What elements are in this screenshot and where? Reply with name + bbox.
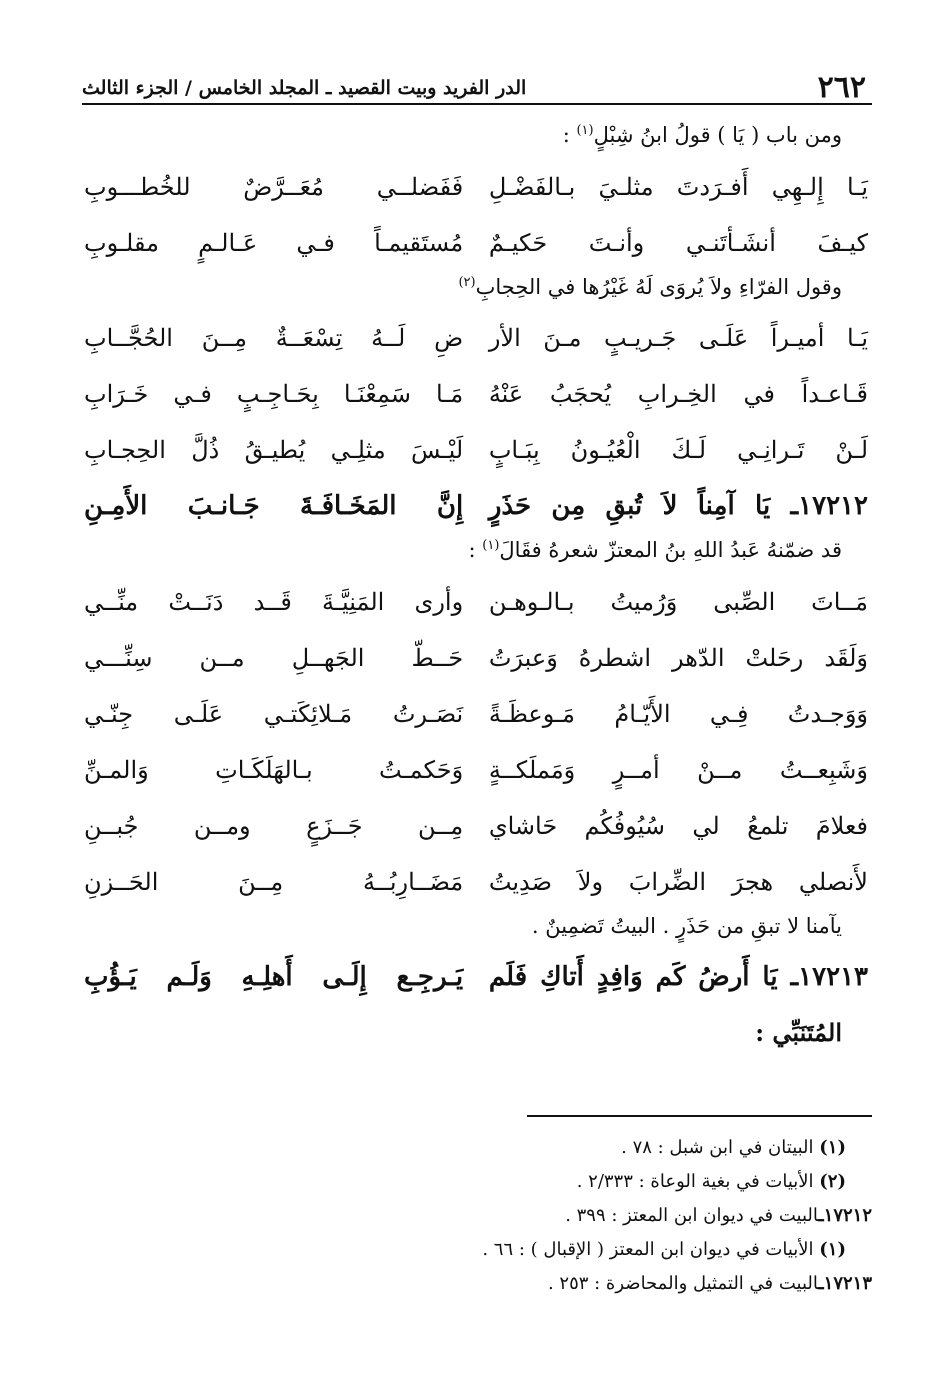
intro-farra xyxy=(82,271,872,305)
poem-farra xyxy=(82,310,872,478)
couplet xyxy=(82,854,872,910)
couplet xyxy=(82,798,872,854)
second-hemistich: لَيْـسَ مثلِـي يُطيـقُ ذُلَّ الحِجـابِ xyxy=(84,436,464,465)
second-hemistich: مَضَــارِبُــهُ مِــنَ الحَــزنِ xyxy=(84,867,464,896)
verse-number: ١٧٢١٣ـ xyxy=(790,962,868,993)
first-hemistich: يَـا أميـراً عَلَـى جَـريـبٍ مـنَ الأر xyxy=(488,324,868,353)
footnote-marker: (١) xyxy=(819,1239,846,1260)
page-number: ٢٦٢ xyxy=(817,70,866,105)
footnote-marker: (٢) xyxy=(819,1171,846,1192)
second-hemistich: فَفَضلــي مُعَــرَّضٌ للخُطـــوبِ xyxy=(84,172,464,201)
intro-text: ومن باب ( يَا ) قولُ ابنُ شِبْلٍ xyxy=(593,123,842,147)
second-hemistich: وَحَكمـتُ بـالهَلَكَـاتِ وَالمـنِّ xyxy=(84,755,464,784)
footnote xyxy=(82,1233,872,1267)
footnote-marker: ١٧٢١٢ـ xyxy=(818,1205,872,1226)
running-title: الدر الفريد وبيت القصيد ـ المجلد الخامس / الجزء الثالث xyxy=(82,77,527,99)
footnote-text: البيت في ديوان ابن المعتز : ٣٩٩ . xyxy=(565,1205,819,1226)
first-hemistich: فعلامَ تلمعُ لي سُيُوفُكُم حَاشاي xyxy=(488,811,868,840)
footnote-ref: (١) xyxy=(576,123,594,138)
first-hemistich: كيـفَ أنشَـأتَنـي وأنـتَ حَكيـمٌ xyxy=(488,228,868,257)
couplet xyxy=(82,686,872,742)
couplet xyxy=(82,630,872,686)
footnote-ref: (٢) xyxy=(458,274,476,290)
first-hemistich: لَـنْ تَـرانِـي لَـكَ الْعُيُـونُ بِبَـابٍ xyxy=(488,436,868,465)
first-hemistich: يَـا إِلـهِي أَفـرَدتَ مثلـيَ بـالفَضْـلِ xyxy=(488,172,868,201)
couplet xyxy=(82,215,872,271)
second-hemistich: يَـرجِـع إِلَـى أَهلِـهِ وَلَـم يَـؤُبِ xyxy=(84,962,464,993)
verse-number: ١٧٢١٢ـ xyxy=(790,491,868,522)
attribution-mutanabbi: المُتَنَبِّي : xyxy=(755,1018,842,1048)
footnote-marker: (١) xyxy=(819,1137,846,1158)
intro-text: وقول الفرّاءِ ولاَ يُروَى لَهُ غَيْرُها في الحِجابِ xyxy=(475,274,842,299)
couplet xyxy=(82,366,872,422)
footnotes xyxy=(82,1115,872,1301)
numbered-verse-17213 xyxy=(82,949,872,1005)
first-hemistich: قَـاعـداً في الخِـرابِ يُحجَبُ عَنْهُ xyxy=(488,380,868,409)
footnote-text: الأبيات في بغية الوعاة : ٢/٣٣٣ . xyxy=(576,1171,820,1192)
footnote xyxy=(82,1165,872,1199)
numbered-verse-17212 xyxy=(82,478,872,534)
footnote-divider xyxy=(527,1115,872,1117)
footnote xyxy=(82,1131,872,1165)
page-body xyxy=(82,105,872,1061)
second-hemistich: إِنَّ المَخَـافَـةَ جَـانـبَ الأَمِـنِ xyxy=(84,491,464,522)
couplet xyxy=(82,159,872,215)
first-hemistich: مَــاتَ الصِّبى وَرُميتُ بـالـوهـن xyxy=(488,587,868,616)
intro-text: قد ضمّنهُ عَبدُ اللهِ بنُ المعتزّ شعرهُ فقَالَ xyxy=(499,538,842,563)
intro-ibn-al-mutazz xyxy=(82,534,872,568)
couplet xyxy=(82,310,872,366)
intro-colon: : xyxy=(562,123,577,147)
intro-ibn-shibl xyxy=(82,119,872,153)
second-hemistich: وأرى المَنِيَّـةَ قَــد دَنَــتْ منِّــي xyxy=(84,587,464,616)
first-hemistich: وَشَبِعــتُ مــنْ أمــرٍ وَمَملَكــةٍ xyxy=(488,755,868,784)
first-hemistich xyxy=(489,949,872,1005)
book-page xyxy=(82,55,872,1355)
page-header xyxy=(82,55,872,105)
couplet xyxy=(82,574,872,630)
first-hemistich-text: يَا آمِناً لاَ تُبقِ مِن حَذَرٍ xyxy=(488,491,771,522)
footnote-marker: ١٧٢١٣ـ xyxy=(818,1273,872,1294)
second-hemistich: مِــن جَــزَعٍ ومــن جُبــنِ xyxy=(84,811,464,840)
second-hemistich: ضِ لَــهُ تِسْعَــةٌ مِــنَ الحُجَّــابِ xyxy=(84,324,464,353)
footnote-text: الأبيات في ديوان ابن المعتز ( الإقبال ) : ٦٦ . xyxy=(482,1239,820,1260)
footnote xyxy=(82,1199,872,1233)
second-hemistich: نَصَـرتُ مَـلائِكَتـي عَلَـى جِنّـي xyxy=(84,699,464,728)
second-hemistich: مُستَقيمـاً فـي عَـالـمٍ مقلـوبِ xyxy=(84,228,464,257)
poem-ibn-al-mutazz xyxy=(82,574,872,910)
couplet xyxy=(82,422,872,478)
tadmin-note: يآمنا لا تبقِ من حَذَرٍ . البيتُ تَضمِينٌ . xyxy=(531,913,842,938)
footnote-text: البيت في التمثيل والمحاضرة : ٢٥٣ . xyxy=(547,1273,819,1294)
first-hemistich xyxy=(489,478,872,534)
first-hemistich: وَوَجـدتُ فِـي الأَيّـامُ مَـوعظَـةً xyxy=(488,699,868,728)
footnote xyxy=(82,1267,872,1301)
footnote-ref: (١) xyxy=(482,538,500,554)
first-hemistich: لأَنصلي هجرَ الضِّرابَ ولاَ صَدِيتُ xyxy=(488,867,868,896)
second-hemistich: مَـا سَمِعْنَـا بِحَـاجِـبٍ فـي خَـرَابِ xyxy=(84,380,464,409)
couplet xyxy=(82,742,872,798)
second-hemistich: حَــطّ الجَهــلِ مــن سِنِّـــي xyxy=(84,643,464,672)
poem-ibn-shibl xyxy=(82,159,872,271)
first-hemistich-text: يَا أَرضُ كَم وَافِدٍ أَتاكِ فَلَم xyxy=(488,962,778,993)
intro-colon: : xyxy=(468,538,483,563)
first-hemistich: وَلَقَد رحَلتْ الدّهر اشطرهُ وَعبرَتُ xyxy=(488,643,868,672)
footnote-text: البيتان في ابن شبل : ٧٨ . xyxy=(621,1137,820,1158)
